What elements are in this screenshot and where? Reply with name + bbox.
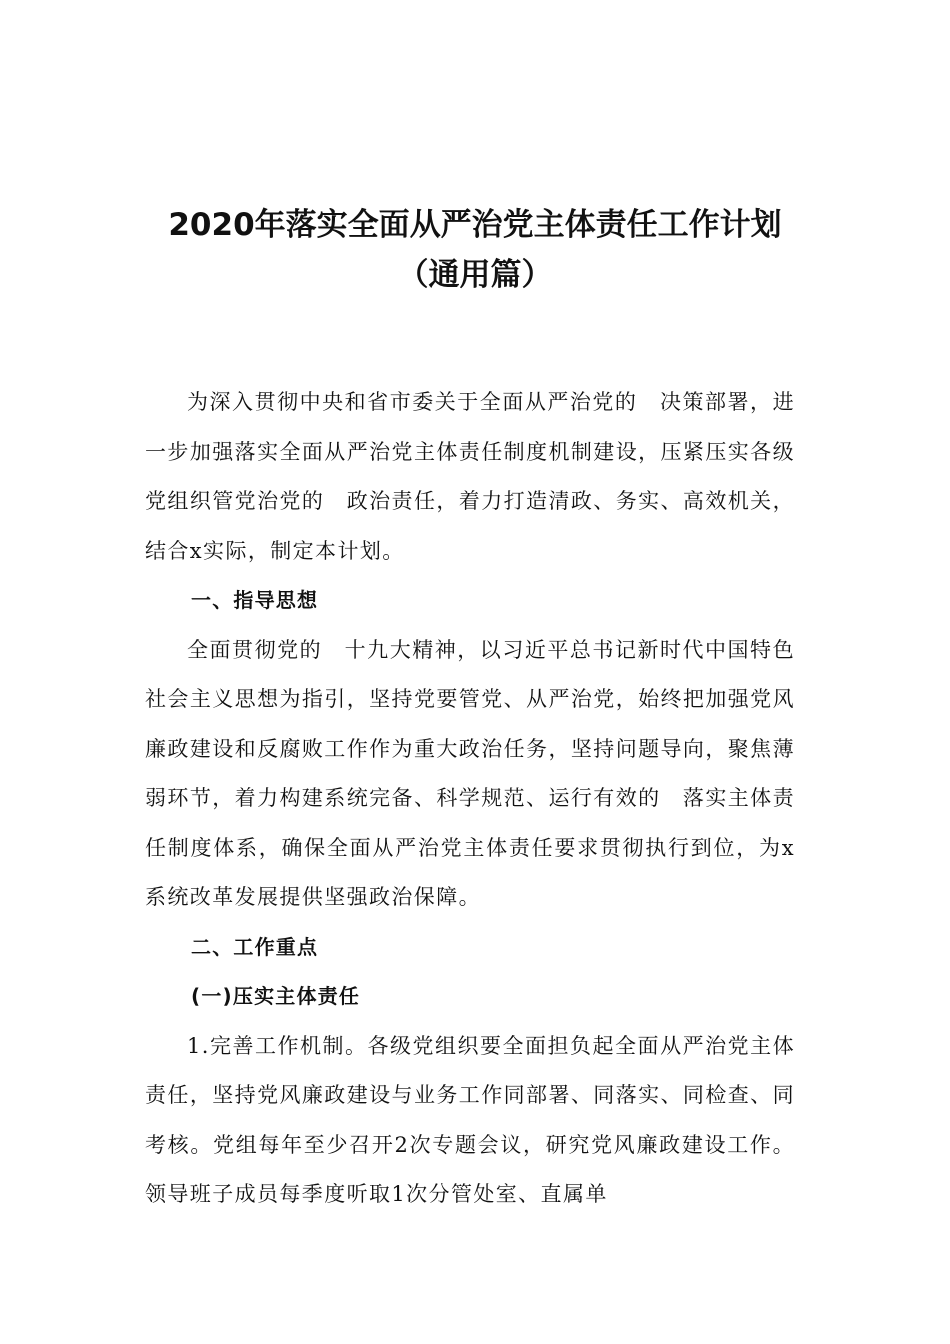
document-title: 2020年落实全面从严治党主体责任工作计划（通用篇）: [168, 207, 782, 293]
subsection-heading-main-responsibility: (一)压实主体责任: [191, 984, 361, 1008]
section-heading-guiding-thought: 一、指导思想: [191, 588, 319, 612]
intro-paragraph: 为深入贯彻中央和省市委关于全面从严治党的 决策部署，进一步加强落实全面从严治党主体责任制度机制建设，压紧压实各级党组织管党治党的 政治责任，着力打造清政、务实、高效机关，结合x实际，制定本计划。: [145, 390, 795, 563]
section-heading-work-focus: 二、工作重点: [191, 934, 319, 959]
document-body: [145, 378, 795, 1220]
guiding-thought-paragraph: 全面贯彻党的 十九大精神，以习近平总书记新时代中国特色社会主义思想为指引，坚持党要管党、从严治党，始终把加强党风廉政建设和反腐败工作作为重大政治任务，坚持问题导向，聚焦薄弱环节，着力构建系统完备、科学规范、运行有效的 落实主体责任制度体系，确保全面从严治党主体责任要求贯彻执行到位，为x系统改革发展提供坚强政治保障。: [145, 637, 795, 909]
item-paragraph-work-mechanism: 1.完善工作机制。各级党组织要全面担负起全面从严治党主体责任，坚持党风廉政建设与业务工作同部署、同落实、同检查、同考核。党组每年至少召开2次专题会议，研究党风廉政建设工作。领导班子成员每季度听取1次分管处室、直属单: [145, 1033, 795, 1206]
